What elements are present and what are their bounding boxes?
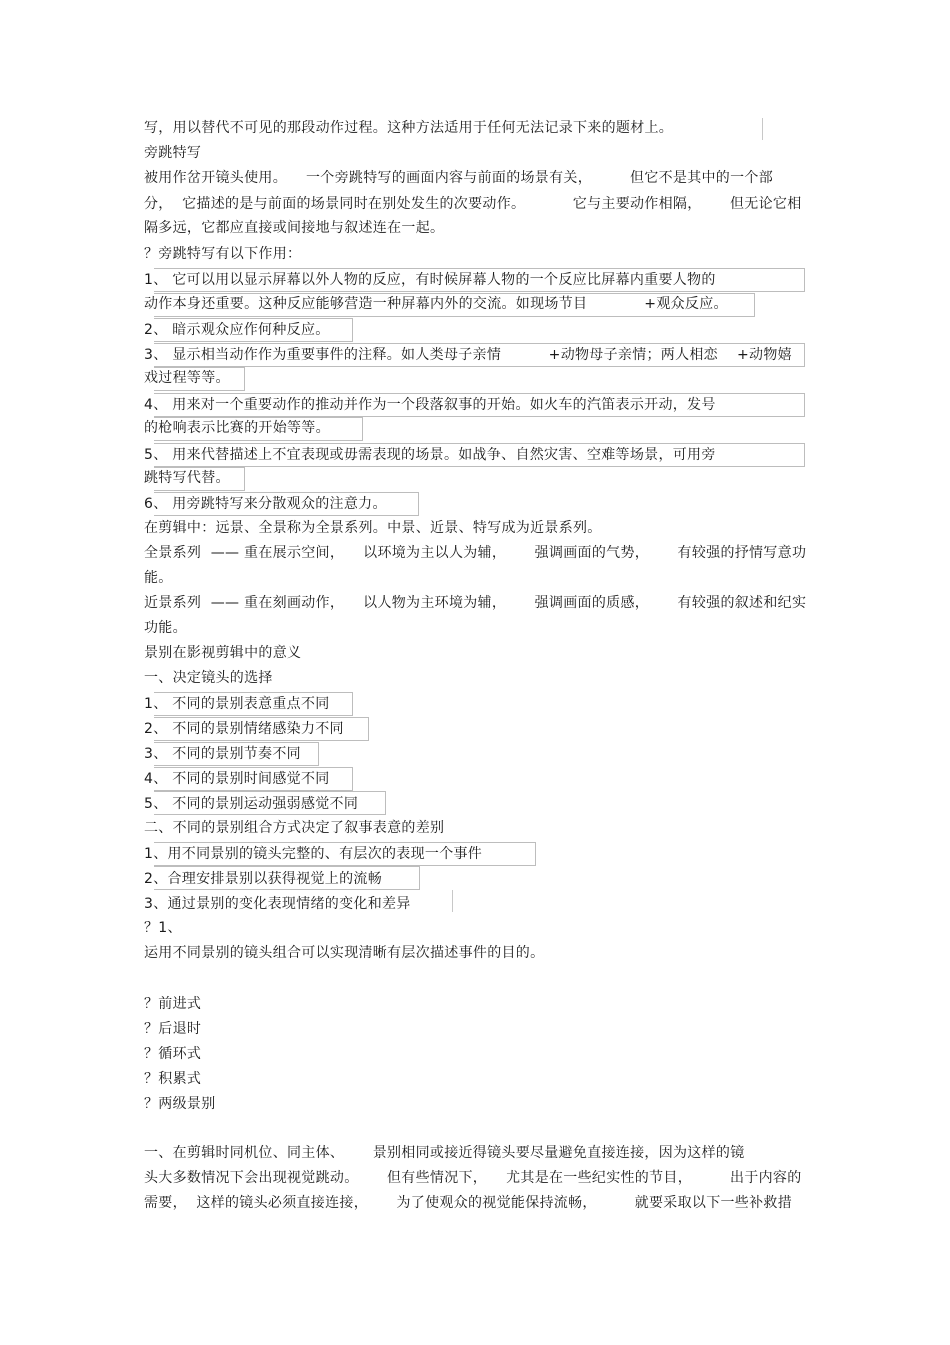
list-item: 跳特写代替。	[144, 470, 230, 486]
text-line: 全景系列 —— 重在展示空间， 以环境为主以人为辅， 强调画面的气势， 有较强的抒情写意功	[144, 545, 807, 561]
text-line: 隔多远，它都应直接或间接地与叙述连在一起。	[144, 220, 445, 236]
text-line: 分， 它描述的是与前面的场景同时在别处发生的次要动作。 它与主要动作相隔， 但无论它相	[144, 196, 802, 212]
text-line: 在剪辑中：远景、全景称为全景系列。中景、近景、特写成为近景系列。	[144, 520, 602, 536]
list-item: 动作本身还重要。这种反应能够营造一种屏幕内外的交流。如现场节目 +观众反应。	[144, 296, 728, 312]
list-item: 1、 不同的景别表意重点不同	[144, 696, 330, 712]
list-item: 3、通过景别的变化表现情绪的变化和差异	[144, 896, 411, 912]
bullet-item: ？两级景别	[144, 1096, 216, 1112]
list-item: 5、 用来代替描述上不宜表现或毋需表现的场景。如战争、自然灾害、空难等场景，可用旁	[144, 447, 716, 463]
list-item: 4、 不同的景别时间感觉不同	[144, 771, 330, 787]
section-heading: 景别在影视剪辑中的意义	[144, 645, 302, 661]
text-line: ？1、	[144, 920, 182, 936]
text-line: 一、在剪辑时同机位、同主体、 景别相同或接近得镜头要尽量避免直接连接，因为这样的镜	[144, 1145, 745, 1161]
bullet-item: ？后退时	[144, 1021, 202, 1037]
text-line: 功能。	[144, 620, 187, 636]
text-line: 近景系列 —— 重在刻画动作， 以人物为主环境为辅， 强调画面的质感， 有较强的叙述和纪实	[144, 595, 807, 611]
text-line: 被用作岔开镜头使用。 一个旁跳特写的画面内容与前面的场景有关， 但它不是其中的一个部	[144, 170, 773, 186]
section-heading: 二、不同的景别组合方式决定了叙事表意的差别	[144, 820, 445, 836]
list-item: 2、 不同的景别情绪感染力不同	[144, 721, 344, 737]
text-line: 需要， 这样的镜头必须直接连接， 为了使观众的视觉能保持流畅， 就要采取以下一些补救措	[144, 1195, 792, 1211]
list-item: 1、 它可以用以显示屏幕以外人物的反应，有时候屏幕人物的一个反应比屏幕内重要人物的	[144, 272, 716, 288]
text-line: 能。	[144, 570, 173, 586]
margin-bar	[762, 118, 763, 140]
list-item: 3、 显示相当动作作为重要事件的注释。如人类母子亲情 +动物母子亲情；两人相恋 +动物嬉	[144, 347, 792, 363]
list-item: 5、 不同的景别运动强弱感觉不同	[144, 796, 359, 812]
text-line: 运用不同景别的镜头组合可以实现清晰有层次描述事件的目的。	[144, 945, 545, 961]
bullet-item: ？循环式	[144, 1046, 202, 1062]
bullet-item: ？积累式	[144, 1071, 202, 1087]
list-item: 戏过程等等。	[144, 370, 230, 386]
list-item: 2、合理安排景别以获得视觉上的流畅	[144, 871, 383, 887]
list-item: 的枪响表示比赛的开始等等。	[144, 420, 330, 436]
list-item: 4、 用来对一个重要动作的推动并作为一个段落叙事的开始。如火车的汽笛表示开动，发号	[144, 397, 716, 413]
list-item: 1、用不同景别的镜头完整的、有层次的表现一个事件	[144, 846, 483, 862]
frame-list2-3	[452, 890, 453, 912]
list-item: 3、 不同的景别节奏不同	[144, 746, 301, 762]
list-item: 2、 暗示观众应作何种反应。	[144, 322, 330, 338]
text-line: ？旁跳特写有以下作用：	[144, 246, 302, 262]
section-heading: 一、决定镜头的选择	[144, 670, 273, 686]
bullet-item: ？前进式	[144, 996, 202, 1012]
text-line: 写，用以替代不可见的那段动作过程。这种方法适用于任何无法记录下来的题材上。	[144, 120, 674, 136]
section-heading: 旁跳特写	[144, 145, 202, 161]
text-line: 头大多数情况下会出现视觉跳动。 但有些情况下， 尤其是在一些纪实性的节目， 出于内容的	[144, 1170, 802, 1186]
list-item: 6、 用旁跳特写来分散观众的注意力。	[144, 496, 387, 512]
